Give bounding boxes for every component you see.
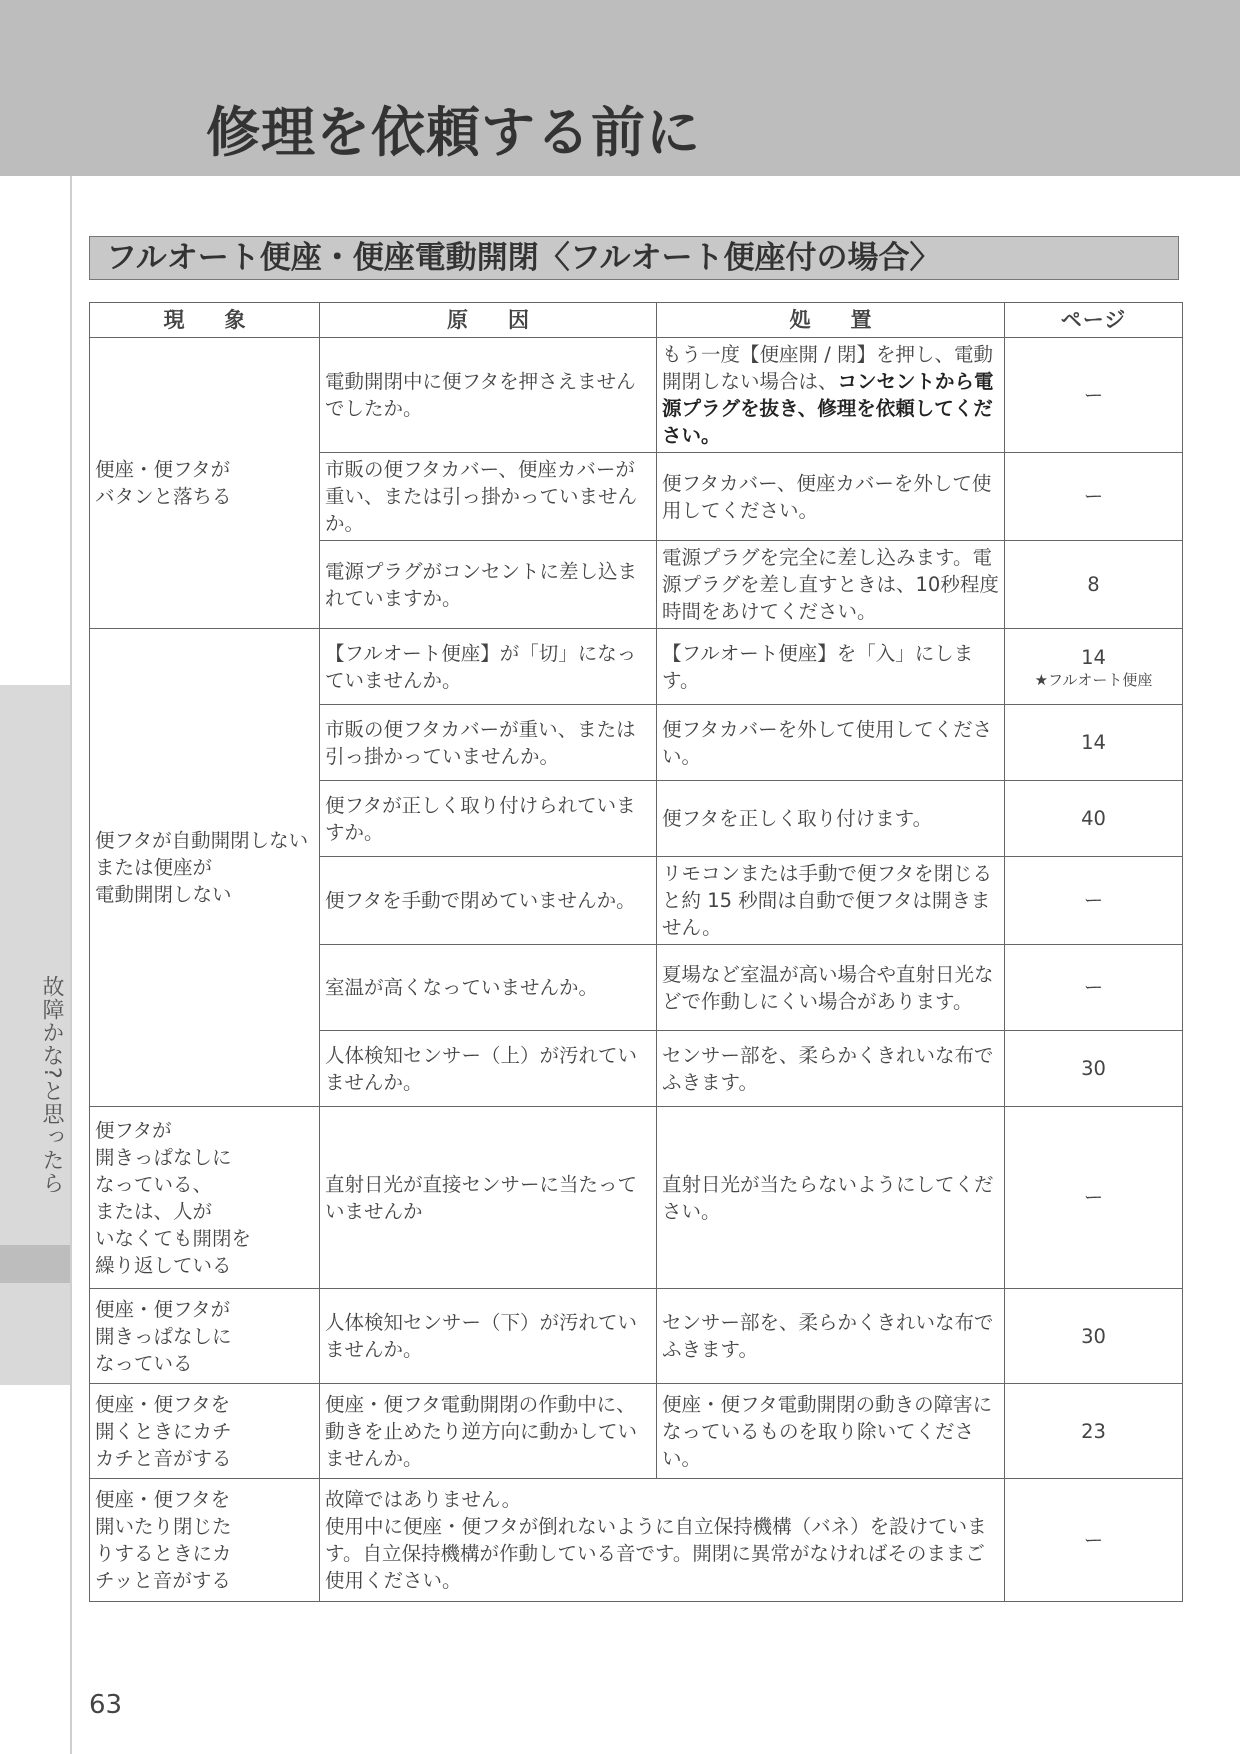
phenomenon-cell: 便フタが 開きっぱなしに なっている、 または、人が いなくても開閉を 繰り返している bbox=[90, 1107, 320, 1289]
table-row bbox=[90, 1289, 1183, 1384]
page-ref-cell bbox=[1005, 1031, 1183, 1107]
cause-cell: 人体検知センサー（上）が汚れていませんか。 bbox=[320, 1031, 657, 1107]
page-ref-cell: ー bbox=[1005, 1479, 1183, 1602]
remedy-cell bbox=[657, 1289, 1005, 1384]
cause-cell: 電源プラグがコンセントに差し込まれていますか。 bbox=[320, 541, 657, 629]
remedy-text: 夏場など室温が高い場合や直射日光などで作動しにくい場合があります。 bbox=[662, 962, 994, 1013]
cause-cell: 便フタを手動で閉めていませんか。 bbox=[320, 857, 657, 945]
cause-cell: 便フタが正しく取り付けられていますか。 bbox=[320, 781, 657, 857]
table-row bbox=[90, 1479, 1183, 1602]
page-ref-cell bbox=[1005, 629, 1183, 705]
remedy-cell bbox=[657, 338, 1005, 453]
remedy-text: 便座・便フタ電動開閉の動きの障害になっているものを取り除いてください。 bbox=[662, 1392, 993, 1470]
side-section-label: 故障かな?と思ったら bbox=[39, 975, 64, 1195]
cause-cell: 【フルオート便座】が「切」になっていませんか。 bbox=[320, 629, 657, 705]
page-ref-cell bbox=[1005, 945, 1183, 1031]
phenomenon-cell: 便座・便フタが 開きっぱなしに なっている bbox=[90, 1289, 320, 1384]
page-ref-number: ー bbox=[1083, 889, 1104, 912]
remedy-cell bbox=[657, 945, 1005, 1031]
table-row bbox=[90, 1384, 1183, 1479]
cause-cell: 市販の便フタカバーが重い、または引っ掛かっていませんか。 bbox=[320, 705, 657, 781]
page-ref-note: ★フルオート便座 bbox=[1034, 671, 1153, 689]
cause-cell: 人体検知センサー（下）が汚れていませんか。 bbox=[320, 1289, 657, 1384]
page-ref-cell bbox=[1005, 857, 1183, 945]
page-ref-cell bbox=[1005, 1384, 1183, 1479]
header-cause: 原因 bbox=[320, 303, 657, 338]
phenomenon-cell: 便座・便フタを 開くときにカチ カチと音がする bbox=[90, 1384, 320, 1479]
table-row bbox=[90, 1107, 1183, 1289]
page-number: 63 bbox=[89, 1690, 123, 1720]
header-remedy: 処置 bbox=[657, 303, 1005, 338]
left-margin-rule bbox=[70, 176, 72, 1754]
page-ref-cell bbox=[1005, 453, 1183, 541]
page-ref-cell bbox=[1005, 1289, 1183, 1384]
page-ref-cell bbox=[1005, 541, 1183, 629]
page-ref-number: 30 bbox=[1081, 1324, 1106, 1348]
remedy-text: 直射日光が当たらないようにしてください。 bbox=[662, 1172, 994, 1223]
page-ref-number: 30 bbox=[1081, 1057, 1106, 1080]
merged-explanation-cell: 故障ではありません。 使用中に便座・便フタが倒れないように自立保持機構（バネ）を設けています。自立保持機構が作動している音です。開閉に異常がなければそのままご使用ください。 bbox=[320, 1479, 1005, 1602]
remedy-text: センサー部を、柔らかくきれいな布でふきます。 bbox=[662, 1311, 994, 1361]
cause-cell: 室温が高くなっていませんか。 bbox=[320, 945, 657, 1031]
page-ref-number: ー bbox=[1083, 976, 1104, 999]
header-phenomenon: 現象 bbox=[90, 303, 320, 338]
page-ref-cell bbox=[1005, 705, 1183, 781]
remedy-emphasis-text: コンセントから電源プラグを抜き、修理を依頼してください。 bbox=[662, 370, 994, 447]
remedy-cell bbox=[657, 453, 1005, 541]
phenomenon-cell: 便座・便フタを 開いたり閉じた りするときにカ チッと音がする bbox=[90, 1479, 320, 1602]
remedy-cell bbox=[657, 857, 1005, 945]
table-header-row bbox=[90, 303, 1183, 338]
phenomenon-cell: 便フタが自動開閉しない または便座が 電動開閉しない bbox=[90, 629, 320, 1107]
troubleshooting-table bbox=[89, 302, 1183, 1602]
remedy-text: 便フタカバー、便座カバーを外して使用してください。 bbox=[662, 471, 992, 522]
remedy-text: センサー部を、柔らかくきれいな布でふきます。 bbox=[662, 1043, 994, 1094]
remedy-text: もう一度【便座開 / 閉】を押し、電動開閉しない場合は、 bbox=[662, 343, 993, 393]
remedy-text: 便フタを正しく取り付けます。 bbox=[662, 807, 933, 830]
page-ref-number: 8 bbox=[1087, 573, 1100, 596]
cause-cell: 市販の便フタカバー、便座カバーが重い、または引っ掛かっていませんか。 bbox=[320, 453, 657, 541]
remedy-text: 電源プラグを完全に差し込みます。電源プラグを差し直すときは、10秒程度時間をあけてください。 bbox=[662, 546, 999, 623]
page-ref-number: ー bbox=[1083, 1186, 1104, 1209]
page-ref-number: 40 bbox=[1081, 807, 1106, 830]
cause-cell: 便座・便フタ電動開閉の作動中に、動きを止めたり逆方向に動かしていませんか。 bbox=[320, 1384, 657, 1479]
table-row bbox=[90, 629, 1183, 705]
remedy-cell bbox=[657, 1031, 1005, 1107]
remedy-cell bbox=[657, 629, 1005, 705]
page-ref-number: 14 bbox=[1081, 646, 1106, 669]
page-ref-cell bbox=[1005, 1107, 1183, 1289]
remedy-text: リモコンまたは手動で便フタを閉じると約 15 秒間は自動で便フタは開きません。 bbox=[662, 862, 993, 939]
cause-cell: 電動開閉中に便フタを押さえませんでしたか。 bbox=[320, 338, 657, 453]
page-ref-number: 23 bbox=[1081, 1419, 1106, 1443]
remedy-cell bbox=[657, 541, 1005, 629]
page-ref-cell bbox=[1005, 338, 1183, 453]
table-body bbox=[90, 338, 1183, 1602]
remedy-cell bbox=[657, 1107, 1005, 1289]
cause-cell: 直射日光が直接センサーに当たっていませんか bbox=[320, 1107, 657, 1289]
section-heading: フルオート便座・便座電動開閉〈フルオート便座付の場合〉 bbox=[89, 236, 1179, 280]
page-ref-number: 14 bbox=[1081, 731, 1106, 754]
header-page: ページ bbox=[1005, 303, 1183, 338]
page-title: 修理を依頼する前に bbox=[206, 101, 701, 164]
page-ref-number: ー bbox=[1083, 383, 1104, 407]
remedy-cell bbox=[657, 1384, 1005, 1479]
side-tab-marker bbox=[0, 1245, 70, 1283]
page-ref-cell bbox=[1005, 781, 1183, 857]
phenomenon-cell: 便座・便フタが バタンと落ちる bbox=[90, 338, 320, 629]
table-row bbox=[90, 338, 1183, 453]
remedy-cell bbox=[657, 781, 1005, 857]
remedy-text: 【フルオート便座】を「入」にします。 bbox=[662, 641, 974, 692]
page-ref-number: ー bbox=[1083, 485, 1104, 508]
remedy-text: 便フタカバーを外して使用してください。 bbox=[662, 717, 993, 768]
remedy-cell bbox=[657, 705, 1005, 781]
